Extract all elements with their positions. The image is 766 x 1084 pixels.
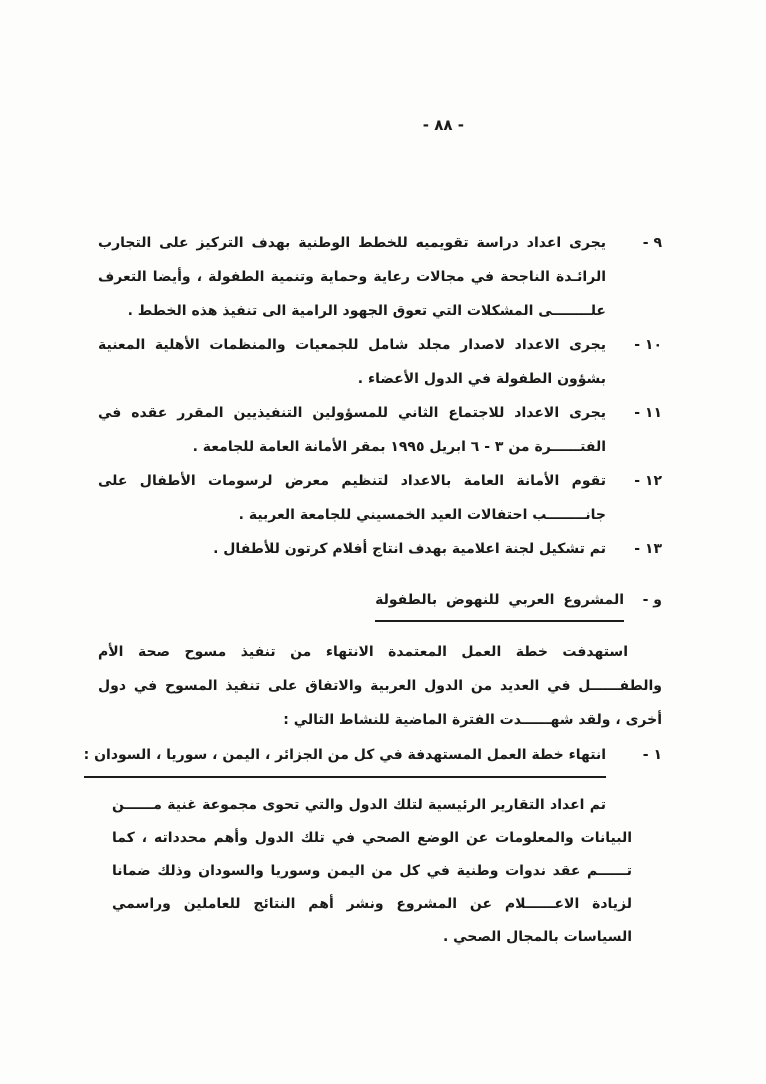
section-heading-waw [98,583,662,622]
item-11-number: ١١ - [634,405,662,421]
section-marker: و - [642,592,662,608]
page-number: - ٨٨ - [422,116,464,134]
section-title: المشروع العربي للنهوض بالطفولة [375,583,624,622]
section-intro-paragraph: استهدفت خطة العمل المعتمدة الانتهاء من تنفيذ مسوح صحة الأم والطفــــــل في العديد من الدول العربية والاتفاق على تنفيذ المسوح في دول أخرى ، ولقد شهــــــدت الفترة الماضية للنشاط التالي : [98,644,662,728]
item-12-number: ١٢ - [634,473,662,489]
item-10-number: ١٠ - [634,337,662,353]
item-12-text: تقوم الأمانة العامة بالاعداد لتنظيم معرض لرسومات الأطفال على جانــــــــب احتفالات العيد الخمسيني للجامعة العربية . [98,473,606,523]
list-item-10 [98,328,662,396]
item-10-text: يجرى الاعداد لاصدار مجلد شامل للجمعيات والمنظمات الأهلية المعنية بشؤون الطفولة في الدول الأعضاء . [98,337,606,387]
list-item-9 [98,226,662,328]
item-11-text: يجرى الاعداد للاجتماع الثاني للمسؤولين التنفيذيين المقرر عقده في الفتــــــرة من ٣ - ٦ ابريل ١٩٩٥ بمقر الأمانة العامة للجامعة . [98,405,606,455]
sub-item-1-number: ١ - [642,747,662,763]
list-item-11 [98,396,662,464]
closing-paragraph: تم اعداد التقارير الرئيسية لتلك الدول والتي تحوى مجموعة غنية مــــــن البيانات والمعلومات عن الوضع الصحي في تلك الدول وأهم محدداته ، كما تــــــم عقد ندوات وطنية في كل من اليمن وسوريا والسودان وذلك ضمانا لزيادة الاعــــــلام عن المشروع ونشر أهم النتائج للعاملين وراسمي السياسات بالمجال الصحي . [112,797,632,945]
item-9-text: يجرى اعداد دراسة تقويميه للخطط الوطنية بهدف التركيز على التجارب الرائـدة الناجحة في مجالات رعاية وحماية وتنمية الطفولة ، وأيضا التعرف علــــــــى المشكلات التي تعوق الجهود الرامية الى تنفيذ هذه الخطط . [98,235,606,319]
list-item-13 [98,532,662,566]
item-13-text: تم تشكيل لجنة اعلامية بهدف انتاج أفلام كرتون للأطفال . [213,541,606,557]
list-item-12 [98,464,662,532]
document-content [83,226,662,954]
sub-item-1-text: انتهاء خطة العمل المستهدفة في كل من الجزائر ، اليمن ، سوريا ، السودان : [84,738,606,778]
sub-item-1 [83,738,662,778]
item-9-number: ٩ - [642,235,662,251]
item-13-number: ١٣ - [634,541,662,557]
